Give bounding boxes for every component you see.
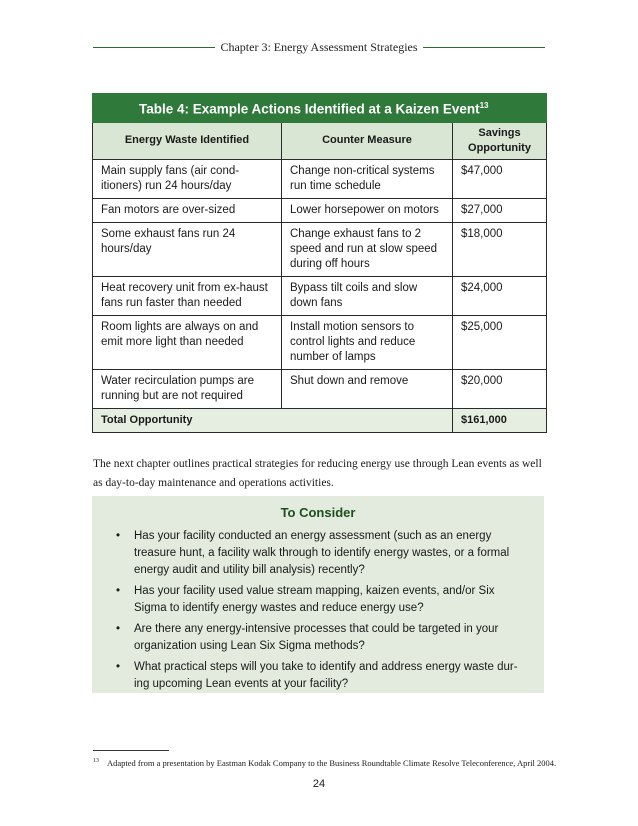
footnote-ref: 13 [93,758,99,764]
kaizen-actions-table [92,93,547,433]
cell-waste: Heat recovery unit from ex-haust fans run faster than needed [93,276,282,315]
cell-savings: $47,000 [453,159,547,198]
cell-savings: $18,000 [453,222,547,276]
footnote-text: Adapted from a presentation by Eastman Kodak Company to the Business Roundtable Climate Resolve Teleconference, April 2004. [107,757,557,768]
col-header-measure: Counter Measure [282,122,453,159]
header-rule-left [93,47,215,48]
table-row [93,159,547,198]
list-item [116,621,526,655]
footnote [93,756,557,769]
cell-measure: Change exhaust fans to 2 speed and run at slow speed during off hours [282,222,453,276]
table-title-text: Table 4: Example Actions Identified at a Kaizen Event [139,101,480,117]
table-row [93,315,547,369]
bullet-icon: • [116,585,121,597]
to-consider-list [92,528,544,693]
cell-waste: Main supply fans (air cond-itioners) run 24 hours/day [93,159,282,198]
cell-measure: Install motion sensors to control lights and reduce number of lamps [282,315,453,369]
table-row [93,369,547,408]
page-header [93,38,545,56]
table-row [93,222,547,276]
list-item-text: Has your facility used value stream mapping, kaizen events, and/or Six Sigma to identify energy wastes and reduce energy use? [134,585,495,614]
bullet-icon: • [116,661,121,673]
total-label: Total Opportunity [93,408,453,432]
cell-waste: Fan motors are over-sized [93,198,282,222]
cell-waste: Some exhaust fans run 24 hours/day [93,222,282,276]
list-item [116,528,526,579]
chapter-title: Chapter 3: Energy Assessment Strategies [220,39,418,54]
cell-savings: $27,000 [453,198,547,222]
cell-savings: $24,000 [453,276,547,315]
page-number: 24 [312,778,326,790]
cell-savings: $20,000 [453,369,547,408]
total-value: $161,000 [453,408,547,432]
col-header-waste: Energy Waste Identified [93,122,282,159]
body-paragraph: The next chapter outlines practical strategies for reducing energy use through Lean events as well as day-to-day maintenance and operations activities. [93,458,542,489]
to-consider-title: To Consider [280,505,356,520]
list-item-text: Has your facility conducted an energy assessment (such as an energy treasure hunt, a facility walk through to identify energy wastes, or a formal energy audit and utility bill analysis) recently? [134,530,510,576]
col-header-savings: Savings Opportunity [453,122,547,159]
table-total-row [93,408,547,432]
to-consider-box [92,496,544,693]
cell-measure: Lower horsepower on motors [282,198,453,222]
cell-waste: Water recirculation pumps are running but are not required [93,369,282,408]
header-rule-right [423,47,545,48]
bullet-icon: • [116,623,121,635]
list-item [116,583,526,617]
table-title-footnote-ref: 13 [479,101,489,110]
cell-measure: Bypass tilt coils and slow down fans [282,276,453,315]
table-title [93,94,547,123]
list-item [116,659,526,693]
table-header-row [93,122,547,159]
cell-measure: Change non-critical systems run time schedule [282,159,453,198]
bullet-icon: • [116,530,121,542]
table-row [93,198,547,222]
cell-savings: $25,000 [453,315,547,369]
footnote-rule [93,750,169,751]
cell-waste: Room lights are always on and emit more light than needed [93,315,282,369]
table-row [93,276,547,315]
list-item-text: Are there any energy-intensive processes that could be targeted in your organization using Lean Six Sigma methods? [134,623,499,652]
table-title-row [93,94,547,123]
list-item-text: What practical steps will you take to identify and address energy waste dur-ing upcoming Lean events at your facility? [134,661,518,690]
cell-measure: Shut down and remove [282,369,453,408]
